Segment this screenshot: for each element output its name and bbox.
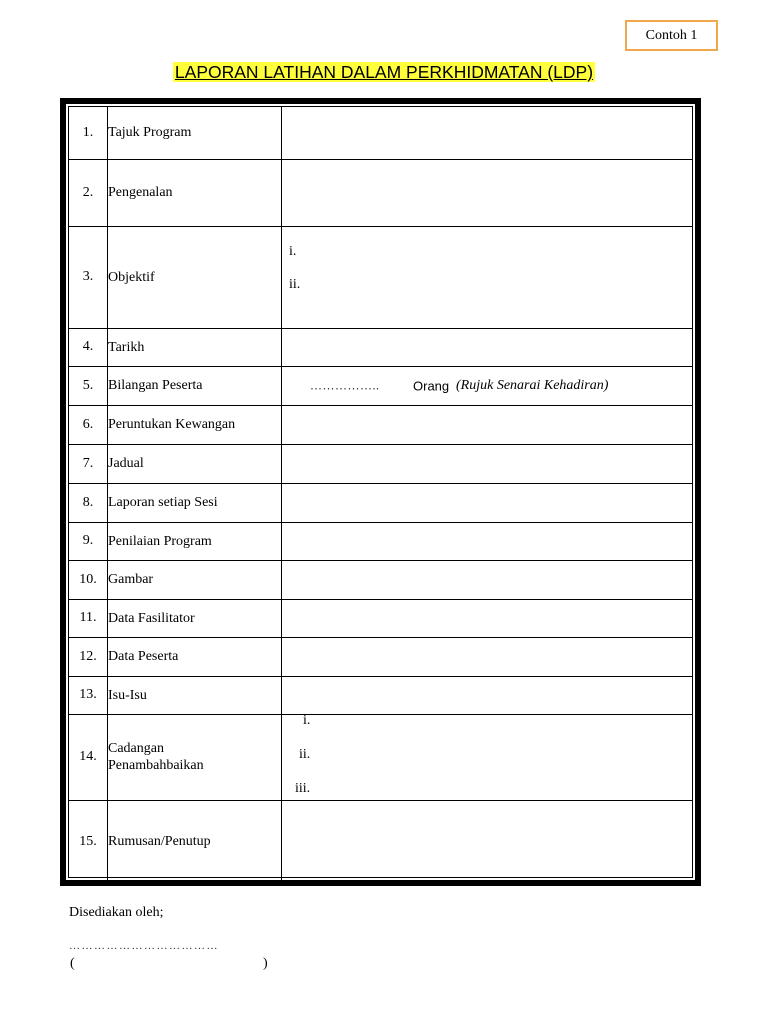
objective-item-1: i. <box>289 243 297 259</box>
table-row <box>69 483 692 522</box>
table-row <box>69 637 692 676</box>
row-number: 13. <box>69 676 108 714</box>
objective-item-2: ii. <box>289 276 301 292</box>
report-form-table <box>69 107 692 883</box>
form-frame <box>60 98 701 886</box>
row-label: Laporan setiap Sesi <box>108 483 282 522</box>
answer-cell-data-fasilitator[interactable] <box>282 599 693 637</box>
table-row <box>69 522 692 560</box>
answer-cell-rumusan[interactable] <box>282 800 693 883</box>
table-row <box>69 599 692 637</box>
row-label: Objektif <box>108 226 282 328</box>
answer-cell-laporan-sesi[interactable] <box>282 483 693 522</box>
row-label: Rumusan/Penutup <box>108 800 282 883</box>
row-label: Peruntukan Kewangan <box>108 405 282 444</box>
table-row <box>69 226 692 328</box>
row-number: 9. <box>69 522 108 560</box>
suggestion-item-2: ii. <box>299 746 311 762</box>
row-number: 15. <box>69 800 108 883</box>
document-title <box>0 62 768 83</box>
answer-cell-objektif[interactable] <box>282 226 693 328</box>
table-row <box>69 714 692 800</box>
row-number: 11. <box>69 599 108 637</box>
row-number: 8. <box>69 483 108 522</box>
form-inner-border <box>68 106 693 878</box>
name-paren-close: ) <box>263 956 268 971</box>
answer-cell-penilaian-program[interactable] <box>282 522 693 560</box>
suggestion-item-1: i. <box>303 712 311 728</box>
row-label: Pengenalan <box>108 159 282 226</box>
participant-note: (Rujuk Senarai Kehadiran) <box>456 377 609 393</box>
answer-cell-pengenalan[interactable] <box>282 159 693 226</box>
title-text: LAPORAN LATIHAN DALAM PERKHIDMATAN (LDP) <box>174 62 594 82</box>
signature-line[interactable]: ……………………………… <box>69 940 219 952</box>
table-row <box>69 444 692 483</box>
prepared-by-label: Disediakan oleh; <box>69 905 164 920</box>
row-label <box>108 714 282 800</box>
row-number: 6. <box>69 405 108 444</box>
answer-cell-bilangan-peserta[interactable] <box>282 366 693 405</box>
name-paren-open: ( <box>70 956 75 971</box>
answer-cell-jadual[interactable] <box>282 444 693 483</box>
table-row <box>69 159 692 226</box>
row-label: Isu-Isu <box>108 676 282 714</box>
answer-cell-tajuk-program[interactable] <box>282 107 693 159</box>
answer-cell-cadangan[interactable] <box>282 714 693 800</box>
row-number: 10. <box>69 560 108 599</box>
row-number: 2. <box>69 159 108 226</box>
row-label-line-2: Penambahbaikan <box>108 758 204 773</box>
row-label-line-1: Cadangan <box>108 741 164 756</box>
row-number: 1. <box>69 107 108 159</box>
table-row <box>69 560 692 599</box>
row-label: Bilangan Peserta <box>108 366 282 405</box>
answer-cell-tarikh[interactable] <box>282 328 693 366</box>
answer-cell-gambar[interactable] <box>282 560 693 599</box>
row-label: Penilaian Program <box>108 522 282 560</box>
row-number: 5. <box>69 366 108 405</box>
answer-cell-isu-isu[interactable] <box>282 676 693 714</box>
participant-count-blank: …………….. <box>310 378 380 392</box>
row-number: 7. <box>69 444 108 483</box>
row-number: 12. <box>69 637 108 676</box>
table-row <box>69 405 692 444</box>
participant-unit: Orang <box>413 378 450 393</box>
table-row <box>69 676 692 714</box>
sample-label-box <box>625 20 718 51</box>
row-label: Tarikh <box>108 328 282 366</box>
table-row <box>69 328 692 366</box>
row-number: 3. <box>69 226 108 328</box>
row-number: 4. <box>69 328 108 366</box>
row-label: Data Fasilitator <box>108 599 282 637</box>
row-label: Tajuk Program <box>108 107 282 159</box>
row-number: 14. <box>69 714 108 800</box>
table-row <box>69 800 692 883</box>
table-row <box>69 366 692 405</box>
table-row <box>69 107 692 159</box>
row-label: Jadual <box>108 444 282 483</box>
answer-cell-peruntukan-kewangan[interactable] <box>282 405 693 444</box>
row-label: Gambar <box>108 560 282 599</box>
suggestion-item-3: iii. <box>295 780 311 796</box>
sample-label: Contoh 1 <box>645 27 698 43</box>
row-label: Data Peserta <box>108 637 282 676</box>
answer-cell-data-peserta[interactable] <box>282 637 693 676</box>
